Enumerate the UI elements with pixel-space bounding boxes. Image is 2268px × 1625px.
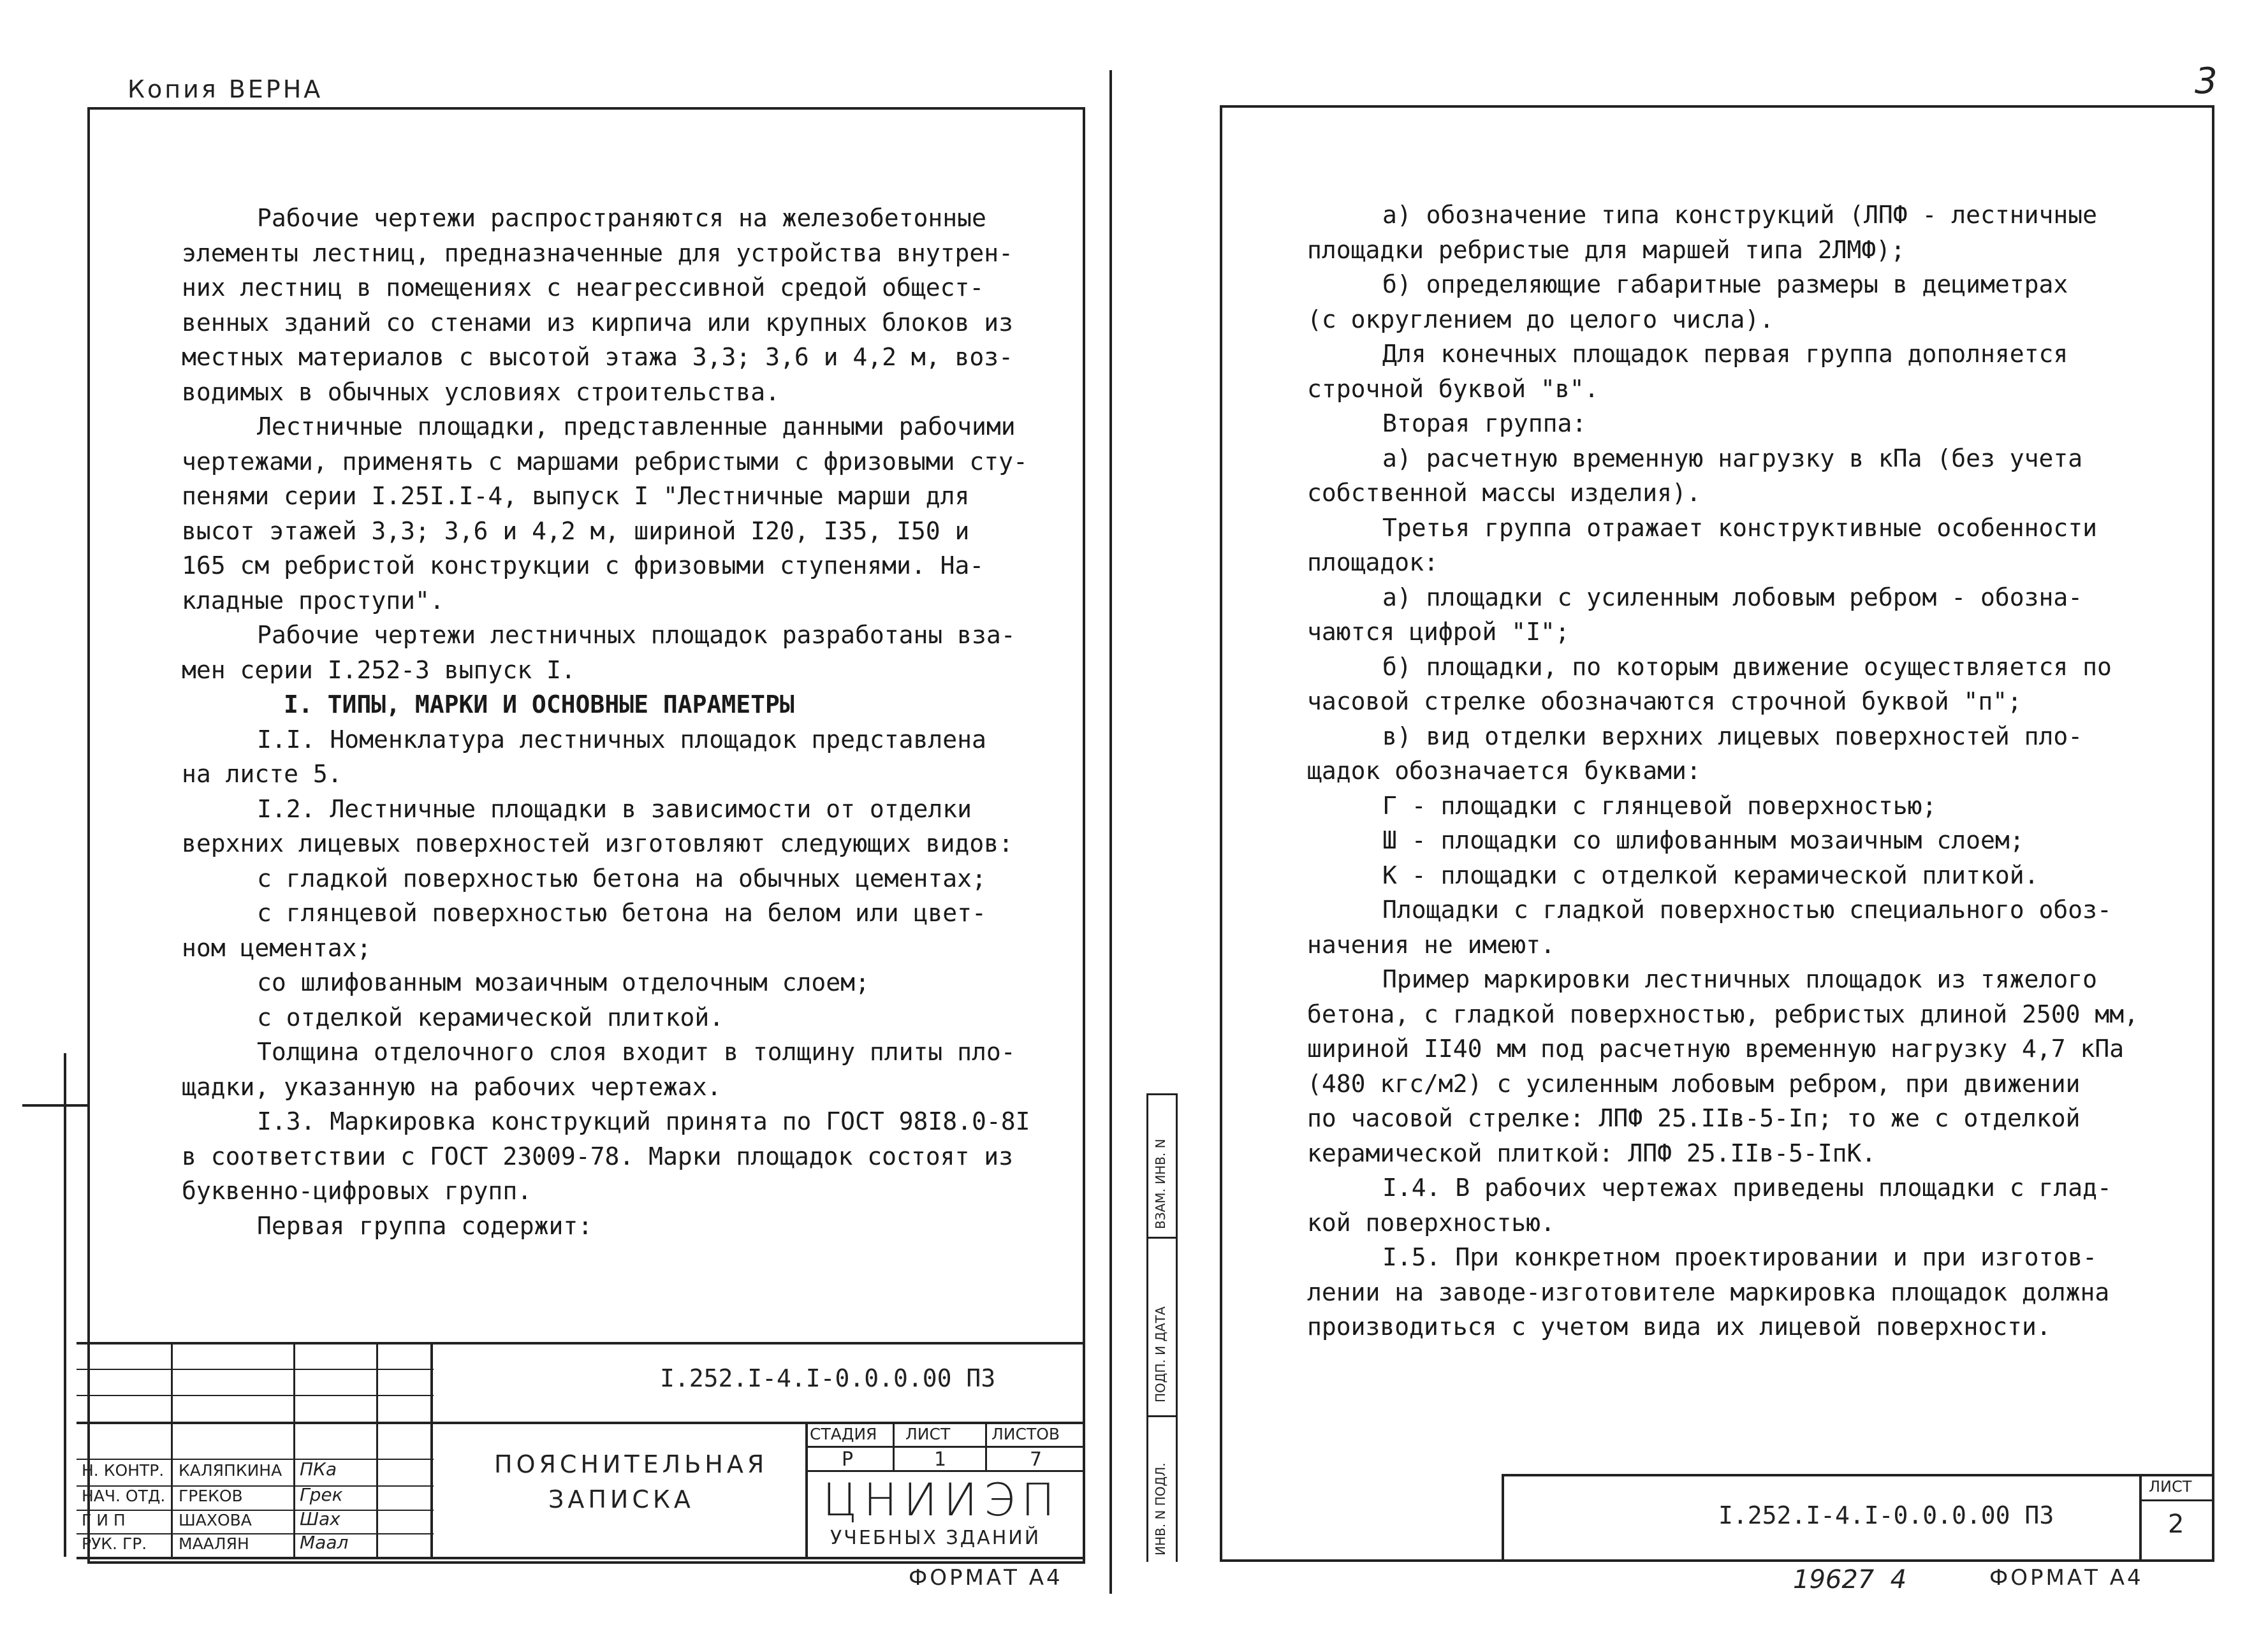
staff-signature: ПКа bbox=[300, 1459, 337, 1480]
text-line: Лестничные площадки, представленные данными рабочими bbox=[257, 412, 1016, 441]
text-line: высот этажей 3,3; 3,6 и 4,2 м, шириной I20, I35, I50 и bbox=[182, 516, 970, 545]
text-line: (с округлением до целого числа). bbox=[1307, 305, 1774, 333]
org-name: ЦНИИЭП bbox=[823, 1474, 1062, 1526]
staff-name: КАЛЯПКИНА bbox=[179, 1461, 282, 1480]
text-line: кладные проступи". bbox=[182, 586, 444, 615]
text-line: со шлифованным мозаичным отделочным слоем; bbox=[257, 968, 870, 996]
text-line: собственной массы изделия). bbox=[1307, 479, 1701, 507]
left-margin-line bbox=[64, 1053, 66, 1557]
text-line: Первая группа содержит: bbox=[257, 1211, 593, 1240]
side-column-line bbox=[1176, 1093, 1178, 1562]
text-line: К - площадки с отделкой керамической плиткой. bbox=[1382, 861, 2039, 889]
text-line: Рабочие чертежи распространяются на железобетонные bbox=[257, 204, 986, 232]
text-line: мен серии I.252-3 выпуск I. bbox=[182, 655, 576, 684]
text-line: Толщина отделочного слоя входит в толщину плиты пло- bbox=[257, 1038, 1016, 1066]
side-label-original-inventory: ИНВ. N ПОДЛ. bbox=[1153, 1462, 1168, 1556]
text-line: Ш - площадки со шлифованным мозаичным слоем; bbox=[1382, 826, 2024, 854]
left-body-text bbox=[182, 201, 1030, 1243]
text-line: а) расчетную временную нагрузку в кПа (без учета bbox=[1382, 444, 2083, 472]
right-stamp-left bbox=[1502, 1474, 1504, 1562]
right-stamp-top bbox=[1502, 1474, 2214, 1476]
text-line: с глянцевой поверхностью бетона на белом или цвет- bbox=[257, 899, 986, 927]
text-line: а) обозначение типа конструкций (ЛПФ - лестничные bbox=[1382, 201, 2098, 229]
text-line: часовой стрелке обозначаются строчной буквой "п"; bbox=[1307, 687, 2023, 715]
text-line: керамической плиткой: ЛПФ 25.IIв-5-IпК. bbox=[1307, 1139, 1877, 1167]
text-line: венных зданий со стенами из кирпича или крупных блоков из bbox=[182, 308, 1014, 337]
staff-role: Н. КОНТР. bbox=[82, 1461, 165, 1480]
text-line: площадок: bbox=[1307, 548, 1438, 576]
text-line: на листе 5. bbox=[182, 760, 342, 788]
right-body-text bbox=[1307, 198, 2139, 1344]
side-column-tick bbox=[1146, 1093, 1177, 1095]
staff-name: ГРЕКОВ bbox=[179, 1487, 243, 1505]
staff-signature: Грек bbox=[300, 1484, 343, 1505]
text-line: I.5. При конкретном проектировании и при изготов- bbox=[1382, 1243, 2098, 1271]
text-line: б) определяющие габаритные размеры в дециметрах bbox=[1382, 270, 2068, 298]
staff-role: Г И П bbox=[82, 1511, 126, 1529]
text-line: чаются цифрой "I"; bbox=[1307, 618, 1570, 646]
text-line: щадок обозначается буквами: bbox=[1307, 757, 1701, 785]
text-line: площадки ребристые для маршей типа 2ЛМФ); bbox=[1307, 235, 1905, 264]
text-line: лении на заводе-изготовителе маркировка площадок должна bbox=[1307, 1278, 2110, 1306]
text-line: производиться с учетом вида их лицевой поверхности. bbox=[1307, 1313, 2051, 1341]
text-line: местных материалов с высотой этажа 3,3; 3,6 и 4,2 м, воз- bbox=[182, 343, 1014, 371]
text-line: пенями серии I.25I.I-4, выпуск I "Лестничные марши для bbox=[182, 482, 970, 510]
text-line: ном цементах; bbox=[182, 933, 372, 962]
sheets-value: 7 bbox=[1030, 1448, 1043, 1471]
text-line: Пример маркировки лестничных площадок из тяжелого bbox=[1382, 965, 2098, 993]
side-label-signature-date: ПОДП. И ДАТА bbox=[1153, 1306, 1168, 1403]
text-line: по часовой стрелке: ЛПФ 25.IIв-5-Iп; то же с отделкой bbox=[1307, 1104, 2081, 1132]
text-line: бетона, с гладкой поверхностью, ребристых длиной 2500 мм, bbox=[1307, 1000, 2139, 1028]
text-line: Г - площадки с глянцевой поверхностью; bbox=[1382, 791, 1937, 820]
text-line: верхних лицевых поверхностей изготовляют следующих видов: bbox=[182, 829, 1014, 857]
right-designation: I.252.I-4.I-0.0.0.00 ПЗ bbox=[1718, 1501, 2054, 1529]
side-column-tick bbox=[1146, 1237, 1177, 1239]
copy-stamp: Копия ВЕРНА bbox=[128, 75, 323, 103]
left-format-label: ФОРМАТ А4 bbox=[909, 1565, 1063, 1591]
text-line: б) площадки, по которым движение осуществляется по bbox=[1382, 652, 2112, 681]
text-line: щадки, указанную на рабочих чертежах. bbox=[182, 1072, 722, 1101]
text-line: них лестниц в помещениях с неагрессивной средой общест- bbox=[182, 273, 984, 302]
section-heading: I. ТИПЫ, МАРКИ И ОСНОВНЫЕ ПАРАМЕТРЫ bbox=[284, 690, 794, 718]
text-line: I.3. Маркировка конструкций принята по ГОСТ 98I8.0-8I bbox=[257, 1107, 1030, 1135]
doc-title-line2: ЗАПИСКА bbox=[548, 1485, 694, 1513]
right-stamp-sheet-line bbox=[2139, 1499, 2214, 1501]
sheets-label: ЛИСТОВ bbox=[991, 1425, 1060, 1443]
stage-label: СТАДИЯ bbox=[810, 1425, 877, 1443]
text-line: Рабочие чертежи лестничных площадок разработаны вза- bbox=[257, 621, 1016, 649]
staff-signature: Шах bbox=[300, 1508, 340, 1529]
staff-role: РУК. ГР. bbox=[82, 1534, 147, 1553]
text-line: 165 см ребристой конструкции с фризовыми ступенями. На- bbox=[182, 551, 984, 579]
text-line: водимых в обычных условиях строительства. bbox=[182, 377, 780, 406]
text-line: с отделкой керамической плиткой. bbox=[257, 1003, 724, 1031]
text-line: с гладкой поверхностью бетона на обычных цементах; bbox=[257, 864, 986, 893]
inventory-number: 19627 4 bbox=[1793, 1565, 1907, 1594]
text-line: (480 кгс/м2) с усиленным лобовым ребром, при движении bbox=[1307, 1069, 2081, 1098]
text-line: начения не имеют. bbox=[1307, 930, 1555, 959]
center-fold-line bbox=[1109, 70, 1112, 1594]
staff-name: ШАХОВА bbox=[179, 1511, 252, 1529]
text-line: а) площадки с усиленным лобовым ребром - обозна- bbox=[1382, 583, 2083, 611]
side-column-line bbox=[1146, 1093, 1148, 1562]
text-line: шириной II40 мм под расчетную временную нагрузку 4,7 кПа bbox=[1307, 1035, 2125, 1063]
text-line: строчной буквой "в". bbox=[1307, 374, 1599, 403]
staff-role: НАЧ. ОТД. bbox=[82, 1487, 166, 1505]
text-line: буквенно-цифровых групп. bbox=[182, 1177, 532, 1205]
org-subtitle: УЧЕБНЫХ ЗДАНИЙ bbox=[830, 1527, 1041, 1549]
staff-name: МААЛЯН bbox=[179, 1534, 249, 1553]
text-line: Для конечных площадок первая группа дополняется bbox=[1382, 340, 2068, 368]
left-margin-mark bbox=[22, 1104, 89, 1107]
text-line: Площадки с гладкой поверхностью специального обоз- bbox=[1382, 896, 2112, 924]
sheet-label: ЛИСТ bbox=[905, 1425, 951, 1443]
side-label-replacement: ВЗАМ. ИНВ. N bbox=[1153, 1139, 1168, 1229]
text-line: Вторая группа: bbox=[1382, 409, 1587, 437]
page-number: 3 bbox=[2195, 61, 2218, 102]
text-line: I.4. В рабочих чертежах приведены площадки с глад- bbox=[1382, 1174, 2112, 1202]
right-sheet-label: ЛИСТ bbox=[2149, 1478, 2192, 1496]
text-line: кой поверхностью. bbox=[1307, 1208, 1555, 1237]
right-format-label: ФОРМАТ А4 bbox=[1989, 1565, 2144, 1591]
drawing-designation: I.252.I-4.I-0.0.0.00 ПЗ bbox=[660, 1364, 996, 1392]
sheet-value: 1 bbox=[934, 1448, 947, 1471]
text-line: Третья группа отражает конструктивные особенности bbox=[1382, 513, 2098, 542]
side-column-tick bbox=[1146, 1415, 1177, 1417]
text-line: элементы лестниц, предназначенные для устройства внутрен- bbox=[182, 238, 1014, 267]
stage-value: Р bbox=[842, 1448, 854, 1471]
text-line: I.I. Номенклатура лестничных площадок представлена bbox=[257, 725, 986, 754]
text-line: в соответствии с ГОСТ 23009-78. Марки площадок состоят из bbox=[182, 1142, 1014, 1170]
text-line: в) вид отделки верхних лицевых поверхностей пло- bbox=[1382, 722, 2083, 750]
text-line: чертежами, применять с маршами ребристыми с фризовыми сту- bbox=[182, 447, 1028, 476]
staff-signature: Маал bbox=[300, 1532, 349, 1553]
right-stamp-sheet-divider bbox=[2139, 1474, 2142, 1562]
right-sheet-value: 2 bbox=[2168, 1510, 2184, 1539]
text-line: I.2. Лестничные площадки в зависимости от отделки bbox=[257, 794, 972, 823]
doc-title-line1: ПОЯСНИТЕЛЬНАЯ bbox=[494, 1450, 768, 1478]
